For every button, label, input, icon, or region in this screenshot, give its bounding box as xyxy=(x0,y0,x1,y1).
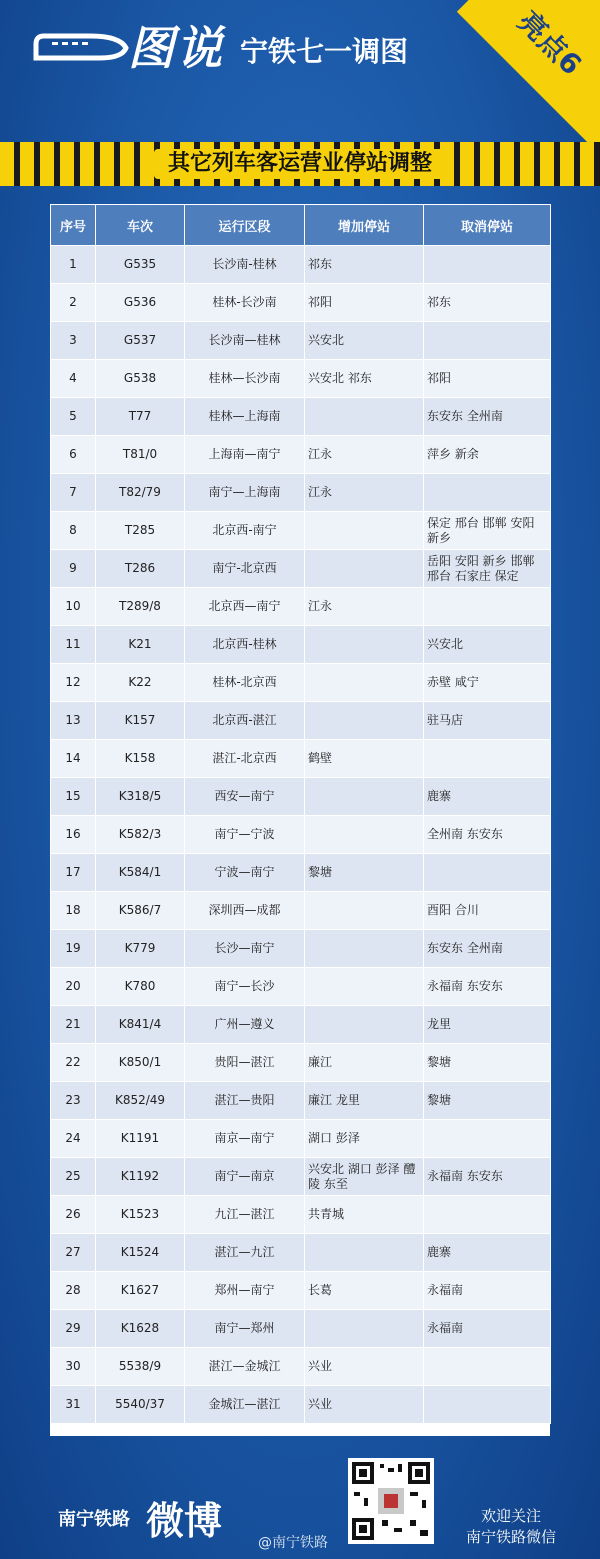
cell-train: T289/8 xyxy=(96,588,185,626)
column-header-no: 序号 xyxy=(51,205,96,246)
cell-section: 北京西-桂林 xyxy=(185,626,305,664)
cell-section: 桂林—长沙南 xyxy=(185,360,305,398)
cell-train: K22 xyxy=(96,664,185,702)
cell-cancel-stops: 酉阳 合川 xyxy=(424,892,551,930)
table-row xyxy=(51,1044,551,1082)
cell-train: G538 xyxy=(96,360,185,398)
table-row xyxy=(51,778,551,816)
cell-train: K841/4 xyxy=(96,1006,185,1044)
cell-cancel-stops: 祁阳 xyxy=(424,360,551,398)
cell-cancel-stops: 东安东 全州南 xyxy=(424,398,551,436)
table-header xyxy=(51,205,551,246)
cell-no: 17 xyxy=(51,854,96,892)
table-row xyxy=(51,474,551,512)
cell-add-stops xyxy=(305,778,424,816)
table-row xyxy=(51,816,551,854)
cell-no: 5 xyxy=(51,398,96,436)
cell-no: 18 xyxy=(51,892,96,930)
cell-add-stops xyxy=(305,1006,424,1044)
cell-add-stops: 鹤壁 xyxy=(305,740,424,778)
cell-train: K1191 xyxy=(96,1120,185,1158)
cell-cancel-stops: 祁东 xyxy=(424,284,551,322)
cell-no: 8 xyxy=(51,512,96,550)
cell-section: 上海南—南宁 xyxy=(185,436,305,474)
cell-section: 南宁—宁波 xyxy=(185,816,305,854)
table-row xyxy=(51,1386,551,1424)
cell-add-stops: 兴业 xyxy=(305,1348,424,1386)
cell-train: K1524 xyxy=(96,1234,185,1272)
table-row xyxy=(51,550,551,588)
cell-no: 9 xyxy=(51,550,96,588)
cell-train: K1523 xyxy=(96,1196,185,1234)
follow-wechat-text xyxy=(446,1506,576,1548)
cell-train: 5538/9 xyxy=(96,1348,185,1386)
cell-no: 15 xyxy=(51,778,96,816)
cell-no: 2 xyxy=(51,284,96,322)
cell-no: 19 xyxy=(51,930,96,968)
cell-add-stops xyxy=(305,664,424,702)
table-row xyxy=(51,1120,551,1158)
header-subtitle: 宁铁七一调图 xyxy=(240,35,409,68)
table-row xyxy=(51,284,551,322)
follow-line-1: 欢迎关注 xyxy=(480,1507,541,1525)
cell-cancel-stops: 龙里 xyxy=(424,1006,551,1044)
cell-section: 湛江—贵阳 xyxy=(185,1082,305,1120)
cell-cancel-stops xyxy=(424,474,551,512)
cell-cancel-stops xyxy=(424,588,551,626)
table-row xyxy=(51,1196,551,1234)
cell-cancel-stops xyxy=(424,1196,551,1234)
table-row xyxy=(51,930,551,968)
cell-section: 湛江—金城江 xyxy=(185,1348,305,1386)
cell-section: 桂林-北京西 xyxy=(185,664,305,702)
schedule-table-container xyxy=(50,204,550,1436)
cell-cancel-stops: 鹿寨 xyxy=(424,778,551,816)
cell-section: 南宁—南京 xyxy=(185,1158,305,1196)
cell-add-stops xyxy=(305,702,424,740)
table-row xyxy=(51,246,551,284)
cell-train: K158 xyxy=(96,740,185,778)
cell-no: 26 xyxy=(51,1196,96,1234)
cell-add-stops: 共青城 xyxy=(305,1196,424,1234)
cell-cancel-stops: 兴安北 xyxy=(424,626,551,664)
table-row xyxy=(51,664,551,702)
cell-section: 金城江—湛江 xyxy=(185,1386,305,1424)
cell-no: 16 xyxy=(51,816,96,854)
corner-badge: 亮点6 xyxy=(510,4,588,82)
banner xyxy=(0,150,600,178)
cell-train: K850/1 xyxy=(96,1044,185,1082)
cell-train: G535 xyxy=(96,246,185,284)
table-row xyxy=(51,1082,551,1120)
cell-add-stops: 兴安北 xyxy=(305,322,424,360)
cell-section: 长沙南—桂林 xyxy=(185,322,305,360)
cell-add-stops: 长葛 xyxy=(305,1272,424,1310)
cell-cancel-stops: 保定 邢台 邯郸 安阳 新乡 xyxy=(424,512,551,550)
cell-train: K1192 xyxy=(96,1158,185,1196)
cell-section: 南京—南宁 xyxy=(185,1120,305,1158)
cell-section: 南宁—长沙 xyxy=(185,968,305,1006)
cell-section: 广州—遵义 xyxy=(185,1006,305,1044)
cell-no: 25 xyxy=(51,1158,96,1196)
cell-section: 北京西—南宁 xyxy=(185,588,305,626)
cell-cancel-stops: 永福南 xyxy=(424,1310,551,1348)
cell-no: 21 xyxy=(51,1006,96,1044)
cell-no: 1 xyxy=(51,246,96,284)
table-row xyxy=(51,512,551,550)
footer-weibo: 微博 xyxy=(146,1499,223,1543)
table-row xyxy=(51,892,551,930)
cell-no: 28 xyxy=(51,1272,96,1310)
cell-no: 10 xyxy=(51,588,96,626)
cell-add-stops xyxy=(305,930,424,968)
cell-no: 12 xyxy=(51,664,96,702)
cell-add-stops xyxy=(305,550,424,588)
cell-train: K582/3 xyxy=(96,816,185,854)
cell-section: 南宁-北京西 xyxy=(185,550,305,588)
cell-cancel-stops: 黎塘 xyxy=(424,1082,551,1120)
table-row xyxy=(51,1272,551,1310)
cell-add-stops: 廉江 xyxy=(305,1044,424,1082)
cell-add-stops: 兴安北 湖口 彭泽 醴陵 东至 xyxy=(305,1158,424,1196)
cell-add-stops: 兴安北 祁东 xyxy=(305,360,424,398)
cell-add-stops: 江永 xyxy=(305,588,424,626)
cell-no: 4 xyxy=(51,360,96,398)
cell-train: G537 xyxy=(96,322,185,360)
cell-cancel-stops: 永福南 xyxy=(424,1272,551,1310)
cell-section: 北京西-南宁 xyxy=(185,512,305,550)
cell-train: T77 xyxy=(96,398,185,436)
cell-add-stops: 黎塘 xyxy=(305,854,424,892)
cell-train: K584/1 xyxy=(96,854,185,892)
cell-cancel-stops: 东安东 全州南 xyxy=(424,930,551,968)
footer-brand: 南宁铁路 xyxy=(58,1509,130,1530)
cell-train: T82/79 xyxy=(96,474,185,512)
cell-train: K157 xyxy=(96,702,185,740)
cell-cancel-stops xyxy=(424,246,551,284)
cell-cancel-stops xyxy=(424,740,551,778)
cell-train: K586/7 xyxy=(96,892,185,930)
cell-add-stops xyxy=(305,398,424,436)
cell-train: K1627 xyxy=(96,1272,185,1310)
cell-no: 27 xyxy=(51,1234,96,1272)
table-row xyxy=(51,1158,551,1196)
column-header-add-stops: 增加停站 xyxy=(305,205,424,246)
cell-cancel-stops: 萍乡 新余 xyxy=(424,436,551,474)
banner-title: 其它列车客运营业停站调整 xyxy=(154,149,446,179)
cell-section: 北京西-湛江 xyxy=(185,702,305,740)
cell-no: 14 xyxy=(51,740,96,778)
cell-section: 湛江-北京西 xyxy=(185,740,305,778)
cell-add-stops xyxy=(305,1310,424,1348)
table-row xyxy=(51,702,551,740)
cell-section: 九江—湛江 xyxy=(185,1196,305,1234)
cell-train: K21 xyxy=(96,626,185,664)
cell-add-stops: 祁东 xyxy=(305,246,424,284)
cell-no: 30 xyxy=(51,1348,96,1386)
schedule-table xyxy=(50,204,551,1424)
cell-train: K780 xyxy=(96,968,185,1006)
cell-cancel-stops xyxy=(424,1120,551,1158)
cell-no: 31 xyxy=(51,1386,96,1424)
table-row xyxy=(51,1234,551,1272)
cell-add-stops xyxy=(305,626,424,664)
table-row xyxy=(51,626,551,664)
table-row xyxy=(51,1006,551,1044)
table-row xyxy=(51,740,551,778)
column-header-cancel-stops: 取消停站 xyxy=(424,205,551,246)
cell-add-stops: 兴业 xyxy=(305,1386,424,1424)
cell-add-stops xyxy=(305,512,424,550)
cell-no: 29 xyxy=(51,1310,96,1348)
header xyxy=(0,0,600,140)
cell-train: K318/5 xyxy=(96,778,185,816)
column-header-section: 运行区段 xyxy=(185,205,305,246)
cell-no: 23 xyxy=(51,1082,96,1120)
cell-cancel-stops xyxy=(424,854,551,892)
table-row xyxy=(51,1310,551,1348)
cell-cancel-stops: 永福南 东安东 xyxy=(424,1158,551,1196)
cell-add-stops xyxy=(305,1234,424,1272)
cell-train: 5540/37 xyxy=(96,1386,185,1424)
cell-no: 11 xyxy=(51,626,96,664)
table-row xyxy=(51,436,551,474)
cell-cancel-stops xyxy=(424,1348,551,1386)
cell-section: 郑州—南宁 xyxy=(185,1272,305,1310)
cell-section: 桂林—上海南 xyxy=(185,398,305,436)
logo-title: 图说 xyxy=(128,21,224,75)
table-row xyxy=(51,1348,551,1386)
cell-add-stops: 廉江 龙里 xyxy=(305,1082,424,1120)
qr-code-icon[interactable] xyxy=(348,1458,434,1544)
cell-section: 宁波—南宁 xyxy=(185,854,305,892)
cell-add-stops: 湖口 彭泽 xyxy=(305,1120,424,1158)
weibo-handle[interactable]: @南宁铁路 xyxy=(258,1535,328,1551)
cell-no: 3 xyxy=(51,322,96,360)
cell-train: K779 xyxy=(96,930,185,968)
table-row xyxy=(51,854,551,892)
cell-add-stops xyxy=(305,816,424,854)
cell-train: K1628 xyxy=(96,1310,185,1348)
cell-section: 长沙—南宁 xyxy=(185,930,305,968)
table-row xyxy=(51,968,551,1006)
cell-section: 贵阳—湛江 xyxy=(185,1044,305,1082)
cell-cancel-stops: 驻马店 xyxy=(424,702,551,740)
cell-train: T81/0 xyxy=(96,436,185,474)
cell-section: 西安—南宁 xyxy=(185,778,305,816)
cell-cancel-stops: 永福南 东安东 xyxy=(424,968,551,1006)
cell-train: G536 xyxy=(96,284,185,322)
table-row xyxy=(51,360,551,398)
table-row xyxy=(51,398,551,436)
cell-add-stops: 江永 xyxy=(305,436,424,474)
column-header-train: 车次 xyxy=(96,205,185,246)
cell-cancel-stops: 全州南 东安东 xyxy=(424,816,551,854)
train-logo-icon xyxy=(30,28,130,64)
cell-train: K852/49 xyxy=(96,1082,185,1120)
cell-add-stops xyxy=(305,968,424,1006)
cell-cancel-stops: 岳阳 安阳 新乡 邯郸 邢台 石家庄 保定 xyxy=(424,550,551,588)
cell-section: 南宁—郑州 xyxy=(185,1310,305,1348)
cell-section: 湛江—九江 xyxy=(185,1234,305,1272)
cell-no: 7 xyxy=(51,474,96,512)
cell-cancel-stops: 黎塘 xyxy=(424,1044,551,1082)
cell-no: 24 xyxy=(51,1120,96,1158)
cell-cancel-stops: 鹿寨 xyxy=(424,1234,551,1272)
cell-cancel-stops xyxy=(424,1386,551,1424)
cell-add-stops: 江永 xyxy=(305,474,424,512)
cell-train: T285 xyxy=(96,512,185,550)
cell-no: 13 xyxy=(51,702,96,740)
cell-no: 20 xyxy=(51,968,96,1006)
cell-add-stops: 祁阳 xyxy=(305,284,424,322)
follow-line-2: 南宁铁路微信 xyxy=(465,1528,556,1546)
table-row xyxy=(51,322,551,360)
cell-cancel-stops: 赤壁 咸宁 xyxy=(424,664,551,702)
cell-section: 南宁—上海南 xyxy=(185,474,305,512)
cell-section: 长沙南-桂林 xyxy=(185,246,305,284)
cell-section: 桂林-长沙南 xyxy=(185,284,305,322)
table-row xyxy=(51,588,551,626)
cell-cancel-stops xyxy=(424,322,551,360)
cell-section: 深圳西—成都 xyxy=(185,892,305,930)
table-body xyxy=(51,246,551,1424)
cell-add-stops xyxy=(305,892,424,930)
cell-no: 6 xyxy=(51,436,96,474)
cell-train: T286 xyxy=(96,550,185,588)
cell-no: 22 xyxy=(51,1044,96,1082)
